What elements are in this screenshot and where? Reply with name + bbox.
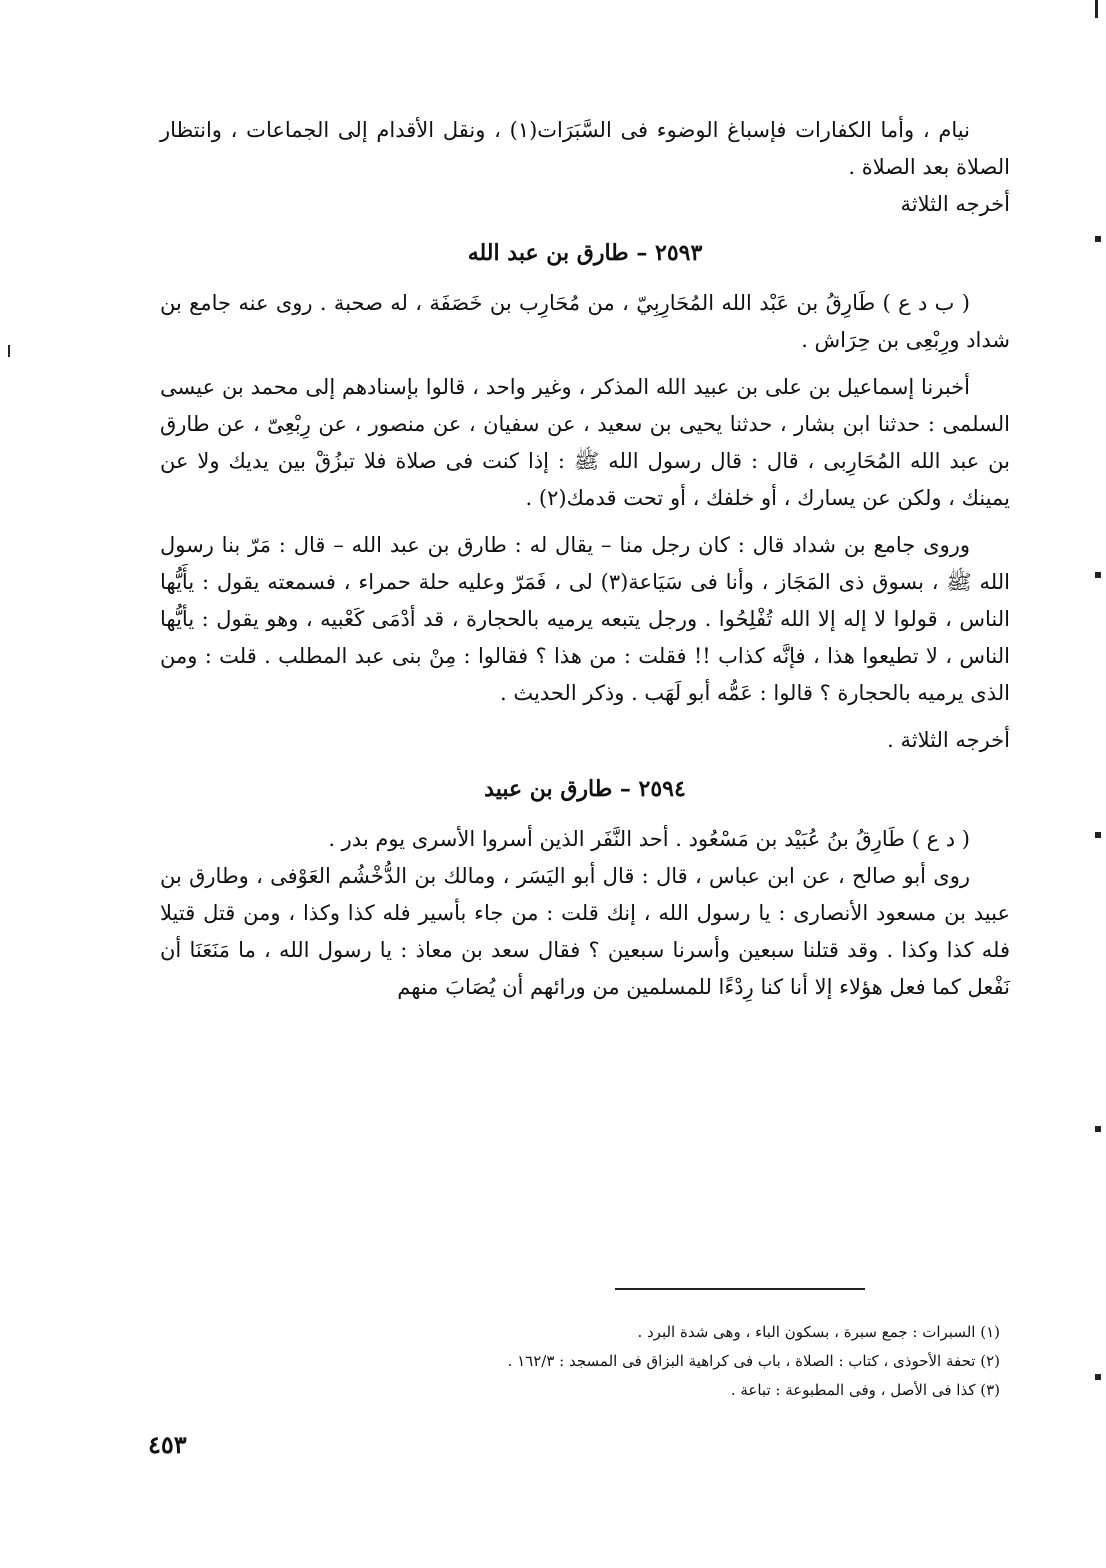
scan-mark — [8, 345, 10, 357]
main-text — [160, 112, 1010, 1006]
scan-mark — [1095, 1126, 1101, 1132]
paragraph-hadith-chain: أخبرنا إسماعيل بن على بن عبيد الله المذكر ، وغير واحد ، قالوا بإسنادهم إلى محمد بن عيسى السلمى : حدثنا ابن بشار ، حدثنا يحيى بن سعيد ، عن سفيان ، عن منصور ، عن رِبْعِىّ ، عن طارق بن عبد الله المُحَارِبى ، قال : قال رسول الله ﷺ : إذا كنت فى صلاة فلا تبزُقْ بين يديك ولا عن يمينك ، ولكن عن يسارك ، أو خلفك ، أو تحت قدمك(٢) . — [160, 375, 1010, 510]
entry-intro: ( د ع ) طَارِقُ بنُ عُبَيْد بن مَسْعُود . أحد النَّفَر الذين أسروا الأسرى يوم بدر . — [328, 827, 970, 851]
scan-mark — [1095, 832, 1101, 838]
entry-intro: ( ب د ع ) طَارِقُ بن عَبْد الله المُحَارِبِيّ ، من مُحَارِب بن خَصَفَة ، له صحبة . روى عنه جامع بن شداد ورِبْعِى بن حِرَاش . — [160, 291, 1010, 352]
scan-mark — [1095, 572, 1101, 578]
footnote-divider — [615, 1288, 865, 1290]
scan-mark — [1095, 1374, 1101, 1380]
source-note: أخرجه الثلاثة — [900, 192, 1010, 216]
scan-mark — [1095, 0, 1098, 18]
footnote: (٣) كذا فى الأصل ، وفى المطبوعة : تباعة . — [730, 1381, 1000, 1399]
footnotes — [350, 1318, 1000, 1405]
footnote: (١) السبرات : جمع سبرة ، بسكون الباء ، وهى شدة البرد . — [637, 1323, 1000, 1341]
paragraph-continuation: نيام ، وأما الكفارات فإسباغ الوضوء فى السَّبَرَات(١) ، ونقل الأقدام إلى الجماعات ، وانتظار الصلاة بعد الصلاة . — [160, 118, 1010, 179]
paragraph-narration: وروى جامع بن شداد قال : كان رجل منا – يقال له : طارق بن عبد الله – قال : مَرّ بنا رسول الله ﷺ ، بسوق ذى المَجَاز ، وأنا فى سَيَاعة(٣) لى ، فَمَرّ وعليه حلة حمراء ، فسمعته يقول : يأَيُّها الناس ، قولوا لا إله إلا الله تُفْلِحُوا . ورجل يتبعه يرميه بالحجارة ، قد أدْمَى كَعْبيه ، وهو يقول : يأيُّها الناس ، لا تطيعوا هذا ، فإنَّه كذاب !! فقلت : من هذا ؟ فقالوا : مِنْ بنى عبد المطلب . قلت : ومن الذى يرميه بالحجارة ؟ قالوا : عَمُّه أبو لَهَب . وذكر الحديث . — [160, 533, 1010, 705]
page-number: ٤٥٣ — [148, 1430, 187, 1459]
entry-heading: ٢٥٩٤ – طارق بن عبيد — [484, 776, 686, 802]
footnote: (٢) تحفة الأحوذى ، كتاب : الصلاة ، باب فى كراهية البزاق فى المسجد : ١٦٢/٣ . — [507, 1352, 1000, 1370]
entry-heading: ٢٥٩٣ – طارق بن عبد الله — [467, 240, 703, 266]
scan-mark — [1095, 236, 1101, 242]
paragraph-narration: روى أبو صالح ، عن ابن عباس ، قال : قال أبو اليَسَر ، ومالك بن الدُّخْشُم العَوْفى ، وطارق بن عبيد بن مسعود الأنصارى : يا رسول الله ، إنك قلت : من جاء بأسير فله كذا وكذا ، ومن قتل قتيلا فله كذا وكذا . وقد قتلنا سبعين وأسرنا سبعين ؟ فقال سعد بن معاذ : يا رسول الله ، ما مَنَعَنَا أن نَفْعل كما فعل هؤلاء إلا أنا كنا رِدْءًا للمسلمين من ورائهم أن يُصَابَ منهم — [160, 864, 1010, 999]
source-note: أخرجه الثلاثة . — [887, 728, 1010, 752]
